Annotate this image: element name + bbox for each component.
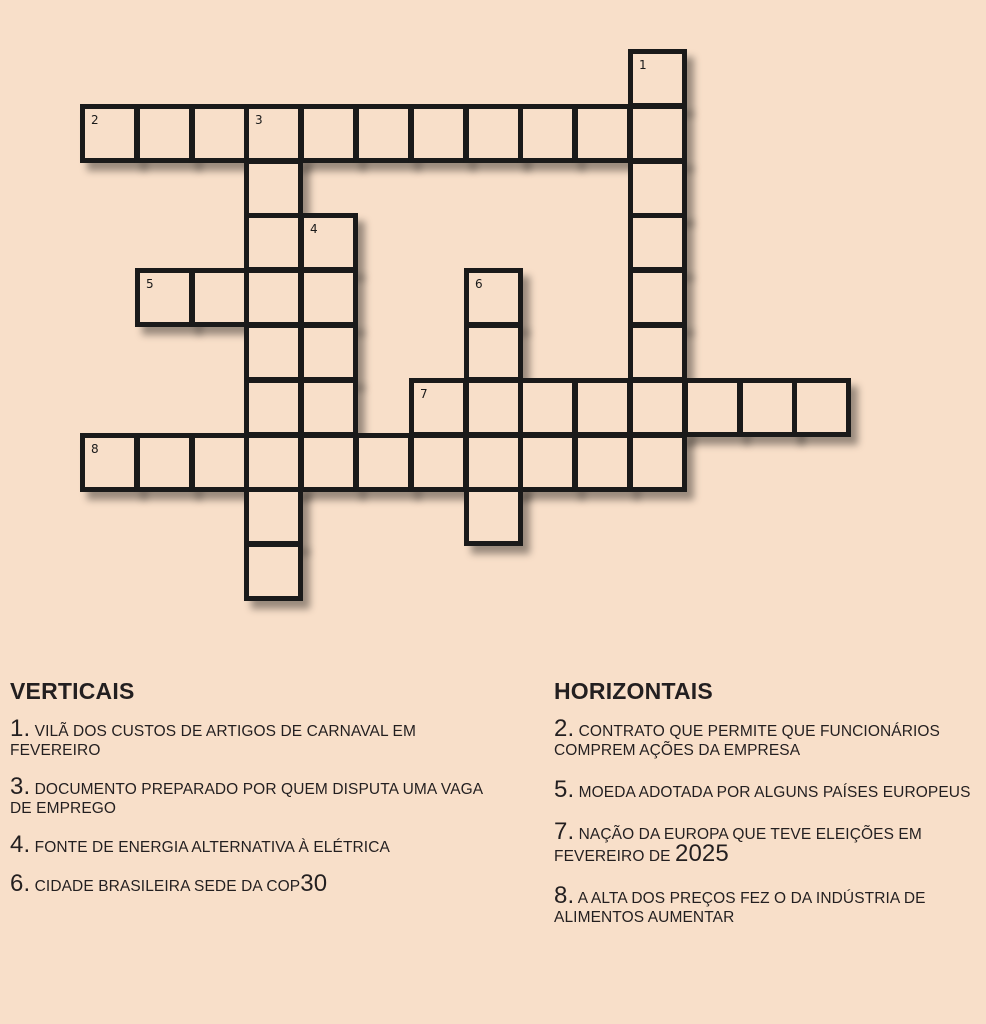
crossword-cell[interactable] [628,159,687,218]
crossword-cell[interactable] [683,378,742,437]
crossword-cell[interactable] [299,378,358,437]
crossword-cell[interactable] [464,104,523,163]
crossword-cell[interactable] [792,378,851,437]
clue-horizontal-7: 7. NAÇÃO DA EUROPA QUE TEVE ELEIÇÕES EM FEVEREIRO DE 2025 [554,818,922,867]
crossword-cell[interactable] [464,323,523,382]
crossword-cell[interactable] [464,433,523,492]
crossword-cell[interactable] [190,104,249,163]
clue-horizontal-8: 8. A ALTA DOS PREÇOS FEZ O DA INDÚSTRIA DE ALIMENTOS AUMENTAR [554,882,926,926]
verticais-title: VERTICAIS [10,678,135,704]
clue-horizontal-5: 5. MOEDA ADOTADA POR ALGUNS PAÍSES EUROPEUS [554,776,971,803]
clue-vertical-4: 4. FONTE DE ENERGIA ALTERNATIVA À ELÉTRICA [10,831,390,858]
crossword-cell[interactable] [628,213,687,272]
crossword-cell[interactable] [464,487,523,546]
crossword-cell[interactable] [135,433,194,492]
crossword-cell[interactable] [244,487,303,546]
clue-number-label: 3 [255,113,263,127]
crossword-cell[interactable] [409,433,468,492]
clue-number-label: 2 [91,113,99,127]
crossword-cell[interactable] [80,104,139,163]
verticais-section [10,678,500,913]
crossword-cell[interactable] [299,268,358,327]
clue-number-label: 7 [420,387,428,401]
crossword-cell[interactable] [354,433,413,492]
crossword-cell[interactable] [738,378,797,437]
crossword-cell[interactable] [299,104,358,163]
crossword-cell[interactable] [573,433,632,492]
clue-vertical-1: 1. VILÃ DOS CUSTOS DE ARTIGOS DE CARNAVAL EM FEVEREIRO [10,715,416,759]
crossword-cell[interactable] [573,378,632,437]
clue-number-label: 8 [91,442,99,456]
crossword-cell[interactable] [409,378,468,437]
crossword-cell[interactable] [135,268,194,327]
horizontais-section [554,678,979,947]
crossword-cell[interactable] [244,323,303,382]
crossword-cell[interactable] [628,433,687,492]
clue-number-label: 5 [146,277,154,291]
crossword-cell[interactable] [628,323,687,382]
crossword-cell[interactable] [244,268,303,327]
crossword-cell[interactable] [518,104,577,163]
horizontais-title: HORIZONTAIS [554,678,713,704]
clue-number-label: 1 [639,58,647,72]
crossword-cell[interactable] [244,378,303,437]
clue-vertical-6: 6. CIDADE BRASILEIRA SEDE DA COP30 [10,870,328,897]
crossword-cell[interactable] [244,433,303,492]
crossword-cell[interactable] [244,104,303,163]
crossword-cell[interactable] [190,433,249,492]
crossword-cell[interactable] [464,378,523,437]
crossword-cell[interactable] [518,433,577,492]
crossword-cell[interactable] [244,159,303,218]
crossword-cell[interactable] [299,323,358,382]
crossword-cell[interactable] [464,268,523,327]
clue-number-label: 6 [475,277,483,291]
clue-vertical-3: 3. DOCUMENTO PREPARADO POR QUEM DISPUTA UMA VAGA DE EMPREGO [10,773,483,817]
crossword-cell[interactable] [135,104,194,163]
crossword-cell[interactable] [628,268,687,327]
crossword-cell[interactable] [299,213,358,272]
crossword-cell[interactable] [299,433,358,492]
crossword-cell[interactable] [80,433,139,492]
crossword-cell[interactable] [190,268,249,327]
clue-number-label: 4 [310,222,318,236]
crossword-cell[interactable] [409,104,468,163]
crossword-cell[interactable] [628,49,687,108]
crossword-cell[interactable] [628,378,687,437]
crossword-cell[interactable] [244,542,303,601]
crossword-cell[interactable] [354,104,413,163]
crossword-cell[interactable] [573,104,632,163]
clue-horizontal-2: 2. CONTRATO QUE PERMITE QUE FUNCIONÁRIOS COMPREM AÇÕES DA EMPRESA [554,715,940,759]
crossword-cell[interactable] [628,104,687,163]
crossword-cell[interactable] [518,378,577,437]
crossword-cell[interactable] [244,213,303,272]
